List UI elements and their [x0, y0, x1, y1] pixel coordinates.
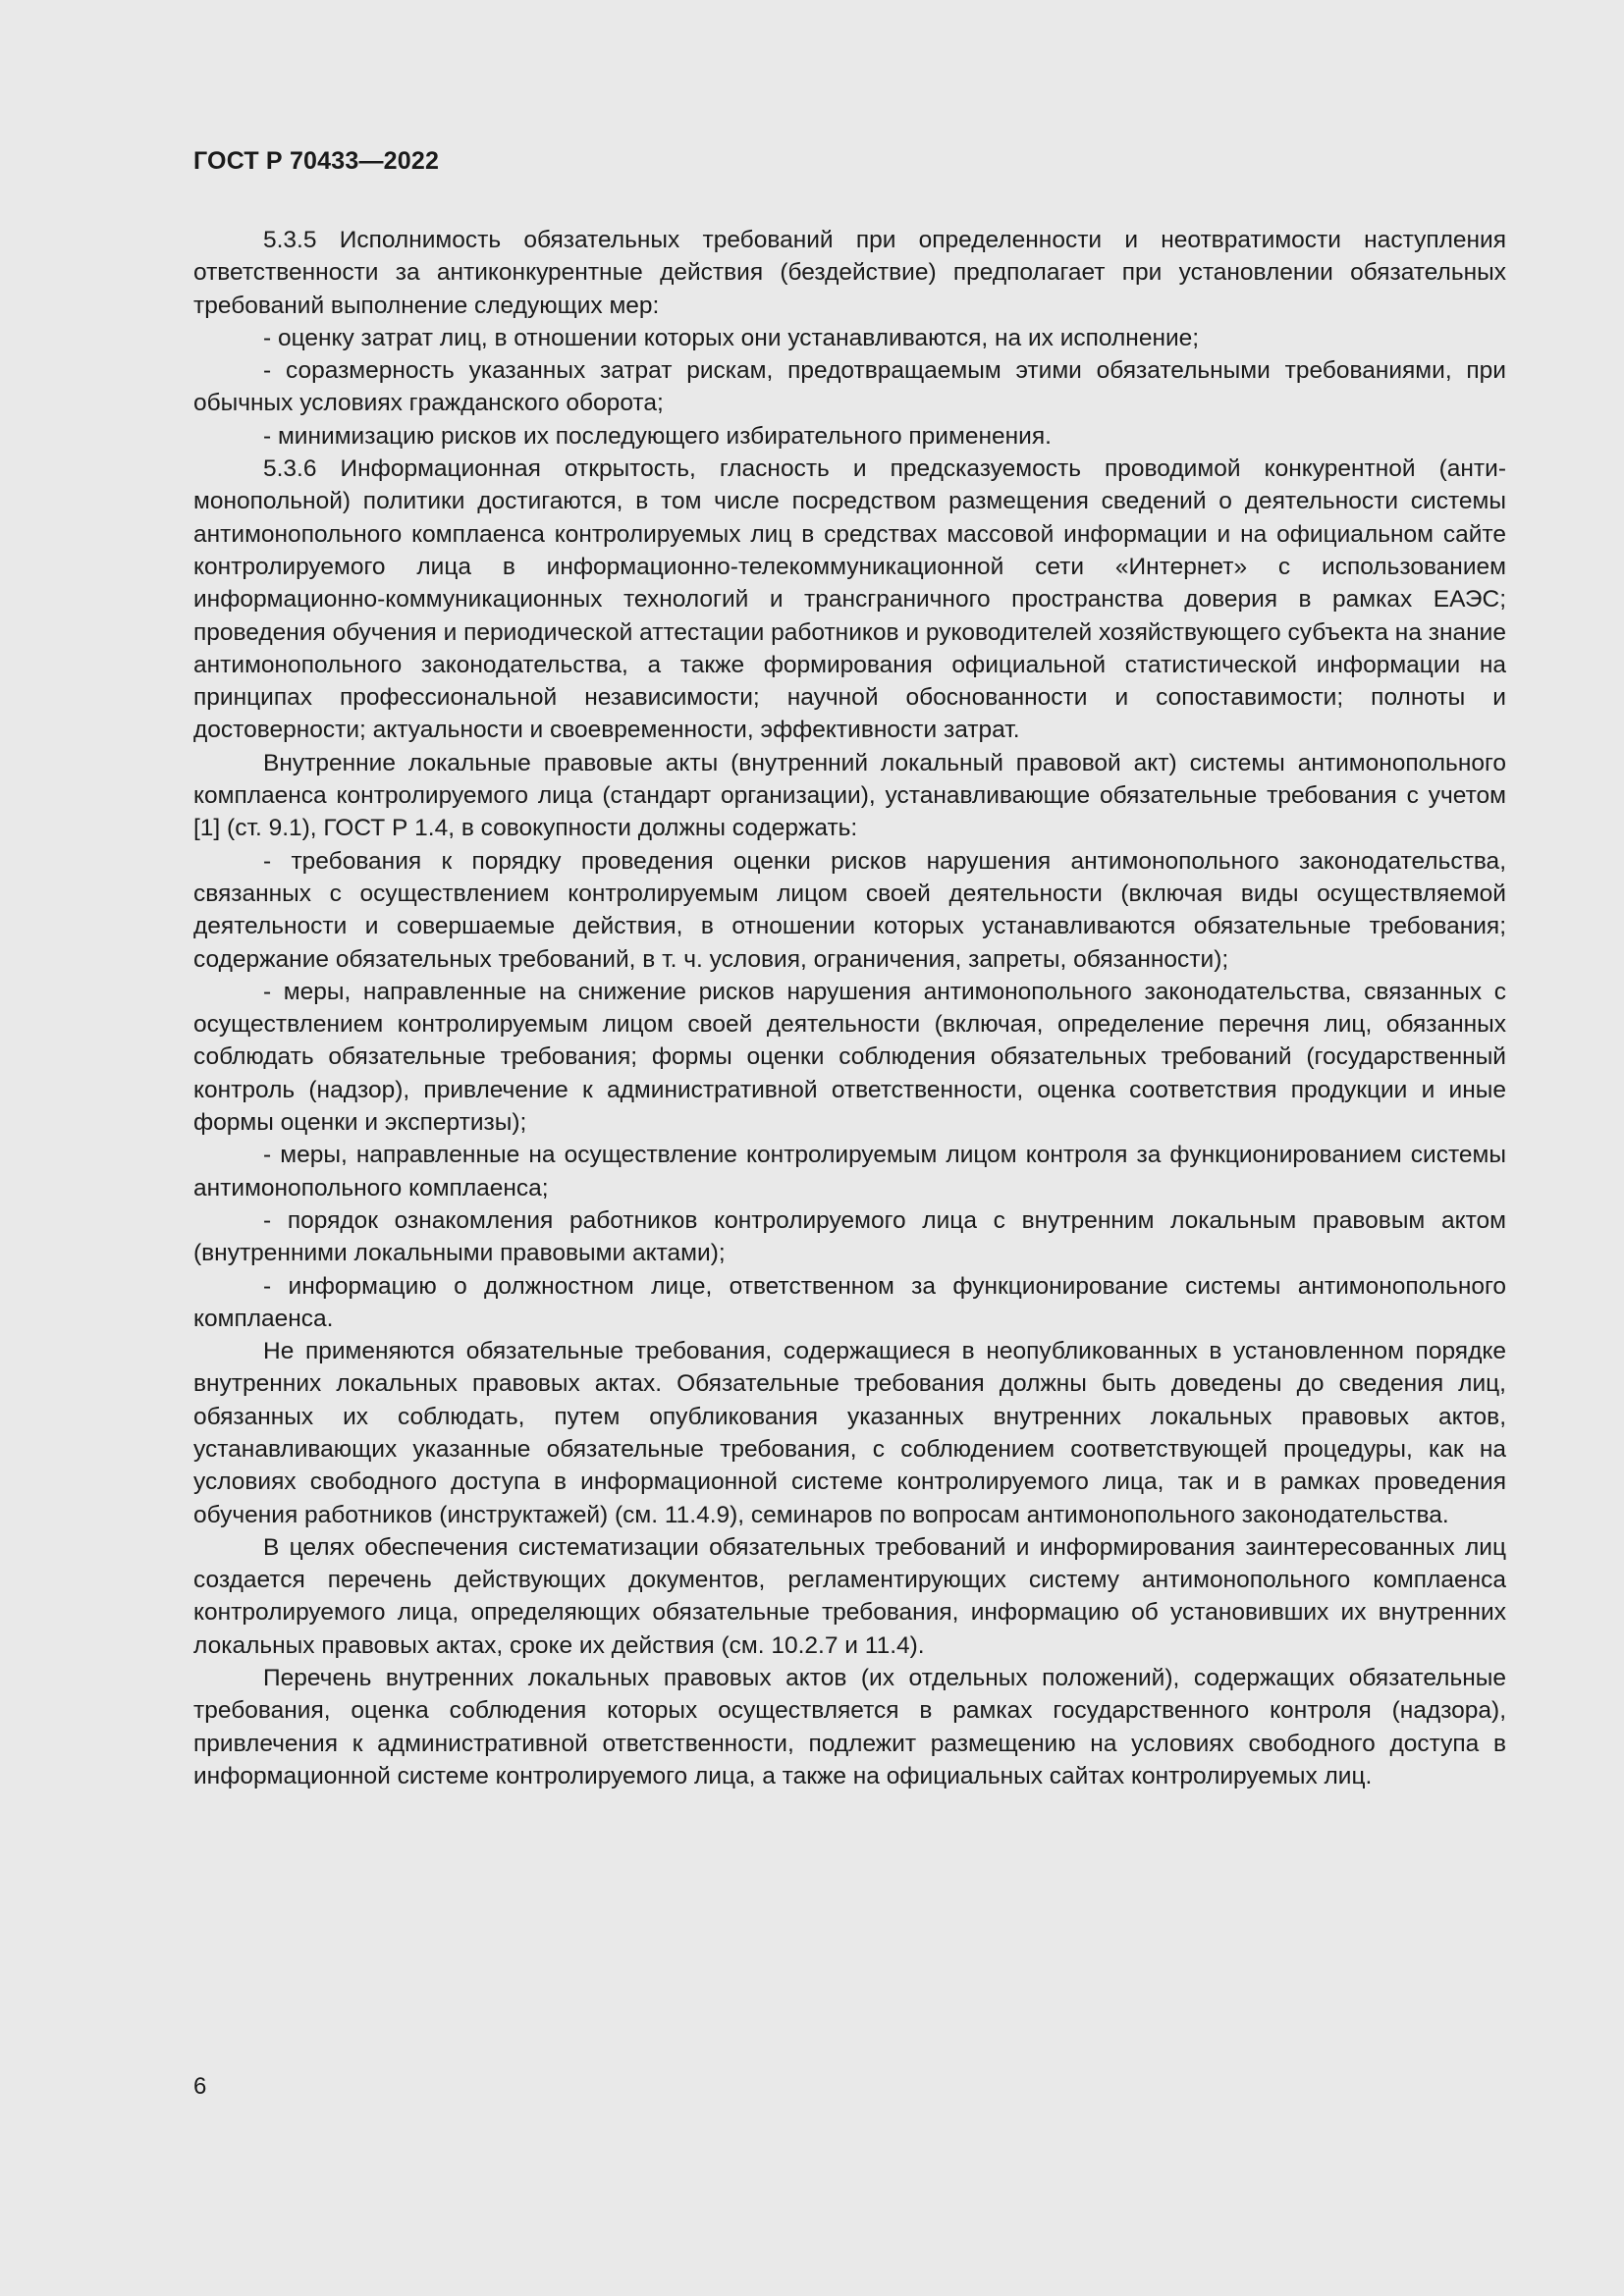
- page-number: 6: [193, 2073, 207, 2100]
- list-item-cost-assessment: - оценку затрат лиц, в отношении которых они устанавливаются, на их исполнение;: [263, 324, 1200, 351]
- document-header: ГОСТ Р 70433—2022: [193, 147, 440, 175]
- paragraph-5-3-5: 5.3.5 Исполнимость обязательных требований при определенности и неотвратимости наступления ответственности за антиконкурентные действия (бездействие) предполагает при установлении обязательных требований выполнение следующих мер:: [193, 227, 1506, 319]
- list-item-cost-proportionality: - соразмерность указанных затрат рискам, предотвращаемым этими обязательными требованиями, при обычных условиях гражданского оборота;: [193, 357, 1506, 417]
- list-item-risk-reduction-measures: - меры, направленные на снижение рисков нарушения антимонопольного законодательства, связанных с осуществлением контролируемым лицом своей деятельности (включая, определение перечня лиц, обязанных соблюдать обязательные требования; формы оценки соблюдения обязательных требований (государственный контроль (надзор), привлечение к административной ответственности, оценка соответствия продукции и иные формы оценки и экспертизы);: [193, 978, 1506, 1137]
- paragraph-unpublished-requirements: Не применяются обязательные требования, содержащиеся в неопубликованных в установленном порядке внутренних локальных правовых актах. Обязательные требования должны быть доведены до сведения лиц, обязанных их соблюдать, путем опубликования указанных внутренних локальных правовых актов, устанавливающих указанные обязательные требования, с соблюдением соответствующей процедуры, как на условиях свободного доступа в информационной системе контролируемого лица, так и в рамках проведения обучения работников (инструктажей) (см. 11.4.9), семинаров по вопросам антимонопольного законодательства.: [193, 1338, 1506, 1528]
- paragraph-internal-acts: Внутренние локальные правовые акты (внутренний локальный правовой акт) системы антимонопольного комплаенса контролируемого лица (стандарт организации), устанавливающие обязательные требования с учетом [1] (ст. 9.1), ГОСТ Р 1.4, в совокупности должны содержать:: [193, 749, 1506, 842]
- list-item-responsible-official: - информацию о должностном лице, ответственном за функционирование системы антимонопольного комплаенса.: [193, 1272, 1506, 1332]
- list-item-control-measures: - меры, направленные на осуществление контролируемым лицом контроля за функционированием системы антимонопольного комплаенса;: [193, 1142, 1506, 1201]
- list-item-familiarization-procedure: - порядок ознакомления работников контролируемого лица с внутренним локальным правовым актом (внутренними локальными правовыми актами);: [193, 1206, 1506, 1267]
- document-body: [193, 224, 1506, 1792]
- paragraph-acts-list: Перечень внутренних локальных правовых актов (их отдельных положений), содержащих обязательные требования, оценка соблюдения которых осуществляется в рамках государственного контроля (надзора), привлечения к административной ответственности, подлежит размещению на условиях свободного доступа в информационной системе контролируемого лица, а также на официальных сайтах контролируемых лиц.: [193, 1665, 1506, 1789]
- list-item-risk-minimization: - минимизацию рисков их последующего избирательного применения.: [263, 422, 1052, 450]
- paragraph-5-3-6: 5.3.6 Информационная открытость, гласность и предсказуемость проводимой конкурентной (антимонопольной) политики достигаются, в том числе посредством размещения сведений о деятельности системы антимонопольного комплаенса контролируемых лиц в средствах массовой информации и на официальном сайте контролируемого лица в информационно-телекоммуникационной сети «Интернет» с использованием информационно-коммуникационных технологий и трансграничного пространства доверия в рамках ЕАЭС; проведения обучения и периодической аттестации работников и руководителей хозяйствующего субъекта на знание антимонопольного законодательства, а также формирования официальной статистической информации на принципах профессиональной независимости; научной обоснованности и сопоставимости; полноты и достоверности; актуальности и своевременности, эффективности затрат.: [193, 455, 1506, 744]
- paragraph-systematization: В целях обеспечения систематизации обязательных требований и информирования заинтересованных лиц создается перечень действующих документов, регламентирующих систему антимонопольного комплаенса контролируемого лица, определяющих обязательные требования, информацию об установивших их внутренних локальных правовых актах, сроке их действия (см. 10.2.7 и 11.4).: [193, 1533, 1506, 1659]
- list-item-risk-assessment-requirements: - требования к порядку проведения оценки рисков нарушения антимонопольного законодательства, связанных с осуществлением контролируемым лицом своей деятельности (включая виды осуществляемой деятельности и совершаемые действия, в отношении которых устанавливаются обязательные требования; содержание обязательных требований, в т. ч. условия, ограничения, запреты, обязанности);: [193, 847, 1506, 973]
